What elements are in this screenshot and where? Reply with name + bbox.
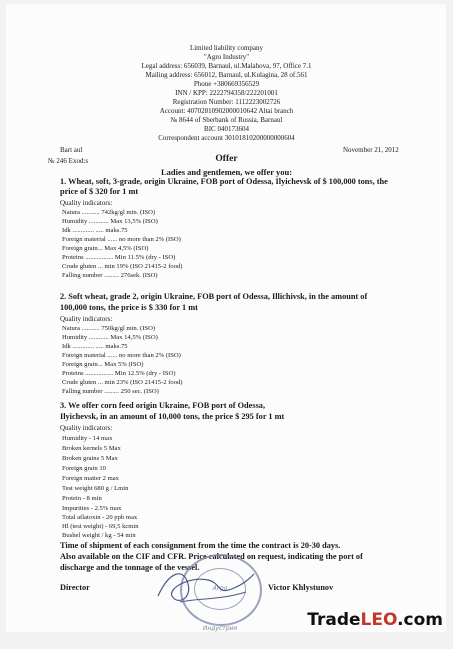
item1-line2: price of $ 320 for 1 mt bbox=[60, 187, 139, 196]
director-label: Director bbox=[60, 583, 90, 592]
date: November 21, 2012 bbox=[343, 146, 399, 154]
spec-line: Foreign grain 10 bbox=[62, 465, 106, 472]
outgoing-number: № 246 Exod:s bbox=[48, 157, 89, 165]
phone: Phone +380669356529 bbox=[193, 80, 260, 88]
inn-kpp: INN / KPP: 2222794358/222201001 bbox=[175, 89, 278, 97]
spec-line: Crude gluten ... min 23% (ISO 21415-2 food) bbox=[62, 379, 183, 386]
item1-quality-heading: Quality indicators: bbox=[60, 199, 113, 207]
spec-line: Humidity - 14 max bbox=[62, 435, 113, 442]
spec-line: Foreign matter 2 max bbox=[62, 475, 119, 482]
city: Bart aul bbox=[60, 146, 83, 154]
spec-line: Falling number ......... 250 sec. (ISO) bbox=[62, 388, 159, 395]
bank-branch: № 8644 of Sberbank of Russia, Barnaul bbox=[170, 116, 283, 124]
spec-line: Bushel weight / kg - 54 min bbox=[62, 532, 136, 539]
spec-line: Humidity ............ Max 13,5% (ISO) bbox=[62, 218, 158, 225]
account: Account: 40702810902000010642 Altai branch bbox=[159, 107, 294, 115]
item3-line1: 3. We offer corn feed origin Ukraine, FOB port of Odessa, bbox=[60, 401, 266, 410]
handwritten-signature bbox=[150, 562, 260, 612]
spec-line: Idk ............. ..... maks.75 bbox=[62, 343, 128, 350]
spec-line: Humidity ............ Max 14,5% (ISO) bbox=[62, 334, 158, 341]
greeting: Ladies and gentlemen, we offer you: bbox=[160, 167, 293, 177]
item2-line2: 100,000 tons, the price is $ 330 for 1 mt bbox=[60, 303, 198, 312]
item1-line1: 1. Wheat, soft, 3-grade, origin Ukraine, FOB port of Odessa, Ilyichevsk of $ 100,000 tons, the bbox=[60, 177, 388, 186]
spec-line: Natura ........... 742kg/gl min. (ISO) bbox=[62, 209, 156, 216]
legal-address: Legal address: 656039, Barnaul, ul.Malahova, 97, Office 7.1 bbox=[141, 62, 312, 70]
watermark-trade: Trade bbox=[307, 610, 361, 630]
correspondent-account: Correspondent account 30101810200000000604 bbox=[158, 134, 295, 142]
spec-line: Foreign grain... Max 4,5% (ISO) bbox=[62, 245, 149, 252]
spec-line: Proteins ................. Min 12.5% (dry - ISO) bbox=[62, 370, 176, 377]
item2-line1: 2. Soft wheat, grade 2, origin Ukraine, FOB port of Odessa, Illichivsk, in the amount of bbox=[60, 292, 368, 301]
item3-quality-heading: Quality indicators: bbox=[60, 424, 113, 432]
company-name: "Agro Industry" bbox=[203, 53, 250, 61]
spec-line: Natura ........... 750kg/gl min. (ISO) bbox=[62, 325, 156, 332]
spec-line: Impurities - 2.5% max bbox=[62, 505, 122, 512]
spec-line: Proteins ................. Min 11.5% (dry - ISO) bbox=[62, 254, 176, 261]
registration-number: Registration Number: 1112223002726 bbox=[172, 98, 281, 106]
spec-line: Total aflatoxin - 20 ppb max bbox=[62, 514, 138, 521]
watermark-com: .com bbox=[397, 610, 443, 630]
spec-line: Hl (test weight) - 69,5 kcmin bbox=[62, 523, 139, 530]
item3-line2: Ilyichevsk, in an amount of 10,000 tons, the price $ 295 for 1 mt bbox=[60, 412, 285, 421]
spec-line: Crude gluten ... min 19% (ISO 21415-2 food) bbox=[62, 263, 183, 270]
spec-line: Broken kernels 5 Max bbox=[62, 445, 121, 452]
director-name: Victor Khlystunov bbox=[268, 583, 334, 592]
tradeleo-watermark bbox=[307, 610, 443, 630]
seal-text: Агро Индустрия bbox=[194, 568, 246, 610]
spec-line: Falling number ......... 276sek. (ISO) bbox=[62, 272, 158, 279]
spec-line: Idk ............. ..... maks.75 bbox=[62, 227, 128, 234]
spec-line: Foreign material ...... no more than 2% (ISO) bbox=[62, 236, 181, 243]
spec-line: Test weight 680 g / Lmin bbox=[62, 485, 129, 492]
discharge-note: discharge and the tonnage of the vessel. bbox=[60, 563, 200, 572]
bic: BIC 040173604 bbox=[204, 125, 249, 133]
shipment-time: Time of shipment of each consignment from the time the contract is 20-30 days. bbox=[60, 541, 341, 550]
spec-line: Broken grains 5 Max bbox=[62, 455, 118, 462]
spec-line: Foreign grain... Max 5% (ISO) bbox=[62, 361, 144, 368]
company-type: Limited liability company bbox=[189, 44, 264, 52]
spec-line: Protein - 8 min bbox=[62, 495, 102, 502]
item2-quality-heading: Quality indicators: bbox=[60, 315, 113, 323]
watermark-leo: LEO bbox=[360, 610, 398, 630]
availability-note: Also available on the CIF and CFR. Price calculated on request, indicating the port of bbox=[60, 552, 363, 561]
mailing-address: Mailing address: 656012, Barnaul, ul.Kulagina, 28 of.561 bbox=[145, 71, 308, 79]
spec-line: Foreign material ...... no more than 2% (ISO) bbox=[62, 352, 181, 359]
offer-title: Offer bbox=[215, 154, 238, 164]
